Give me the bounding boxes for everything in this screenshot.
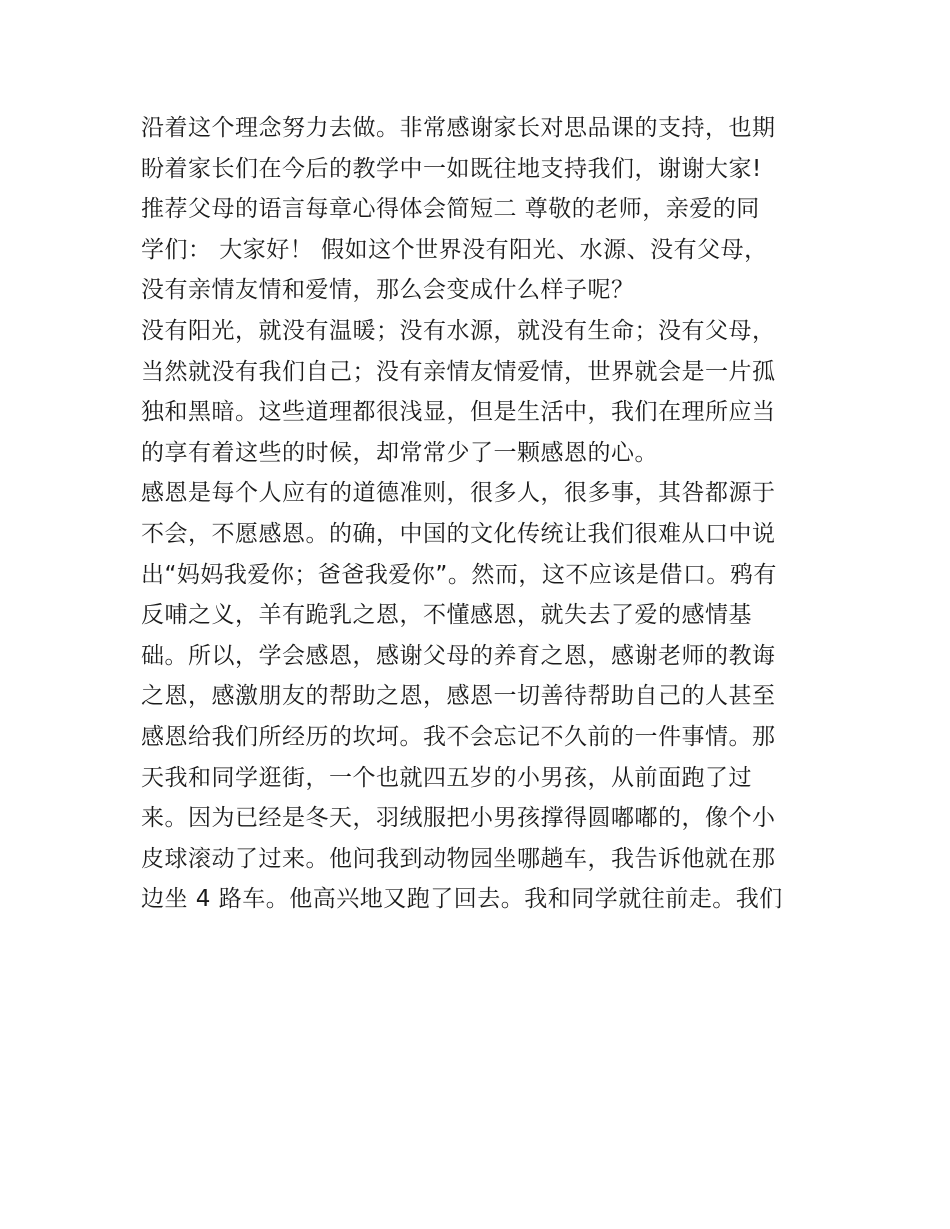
text-line: 推荐父母的语言每章心得体会简短二 尊敬的老师，亲爱的同: [141, 196, 760, 223]
text-line: 皮球滚动了过来。他问我到动物园坐哪趟车，我告诉他就在那: [141, 845, 776, 872]
text-line: 盼着家长们在今后的教学中一如既往地支持我们，谢谢大家!: [141, 155, 762, 182]
text-line: 来。因为已经是冬天，羽绒服把小男孩撑得圆嘟嘟的，像个小: [141, 805, 776, 832]
text-line: 边坐 4 路车。他高兴地又跑了回去。我和同学就往前走。我们: [141, 886, 783, 913]
text-line: 沿着这个理念努力去做。非常感谢家长对思品课的支持，也期: [141, 115, 776, 141]
text-line: 当然就没有我们自己；没有亲情友情爱情，世界就会是一片孤: [141, 358, 776, 385]
text-line: 感恩是每个人应有的道德准则，很多人，很多事，其咎都源于: [141, 480, 776, 507]
text-line: 的享有着这些的时候，却常常少了一颗感恩的心。: [141, 439, 658, 466]
text-line: 不会，不愿感恩。的确，中国的文化传统让我们很难从口中说: [141, 520, 776, 547]
text-line: 独和黑暗。这些道理都很浅显，但是生活中，我们在理所应当: [141, 399, 776, 426]
text-line: 天我和同学逛街，一个也就四五岁的小男孩，从前面跑了过: [141, 764, 752, 791]
text-line: 没有亲情友情和爱情，那么会变成什么样子呢？: [141, 277, 635, 304]
text-line: 反哺之义，羊有跪乳之恩，不懂感恩，就失去了爱的感情基: [141, 602, 752, 629]
text-line: 础。所以，学会感恩，感谢父母的养育之恩，感谢老师的教诲: [141, 642, 776, 669]
text-line: 出“妈妈我爱你；爸爸我爱你”。然而，这不应该是借口。鸦有: [141, 561, 777, 588]
document-body: [141, 108, 821, 920]
text-line: 感恩给我们所经历的坎坷。我不会忘记不久前的一件事情。那: [141, 723, 776, 750]
text-line: 没有阳光，就没有温暖；没有水源，就没有生命；没有父母，: [141, 317, 776, 344]
text-line: 学们： 大家好！ 假如这个世界没有阳光、水源、没有父母，: [141, 236, 768, 263]
text-line: 之恩，感激朋友的帮助之恩，感恩一切善待帮助自己的人甚至: [141, 683, 776, 710]
